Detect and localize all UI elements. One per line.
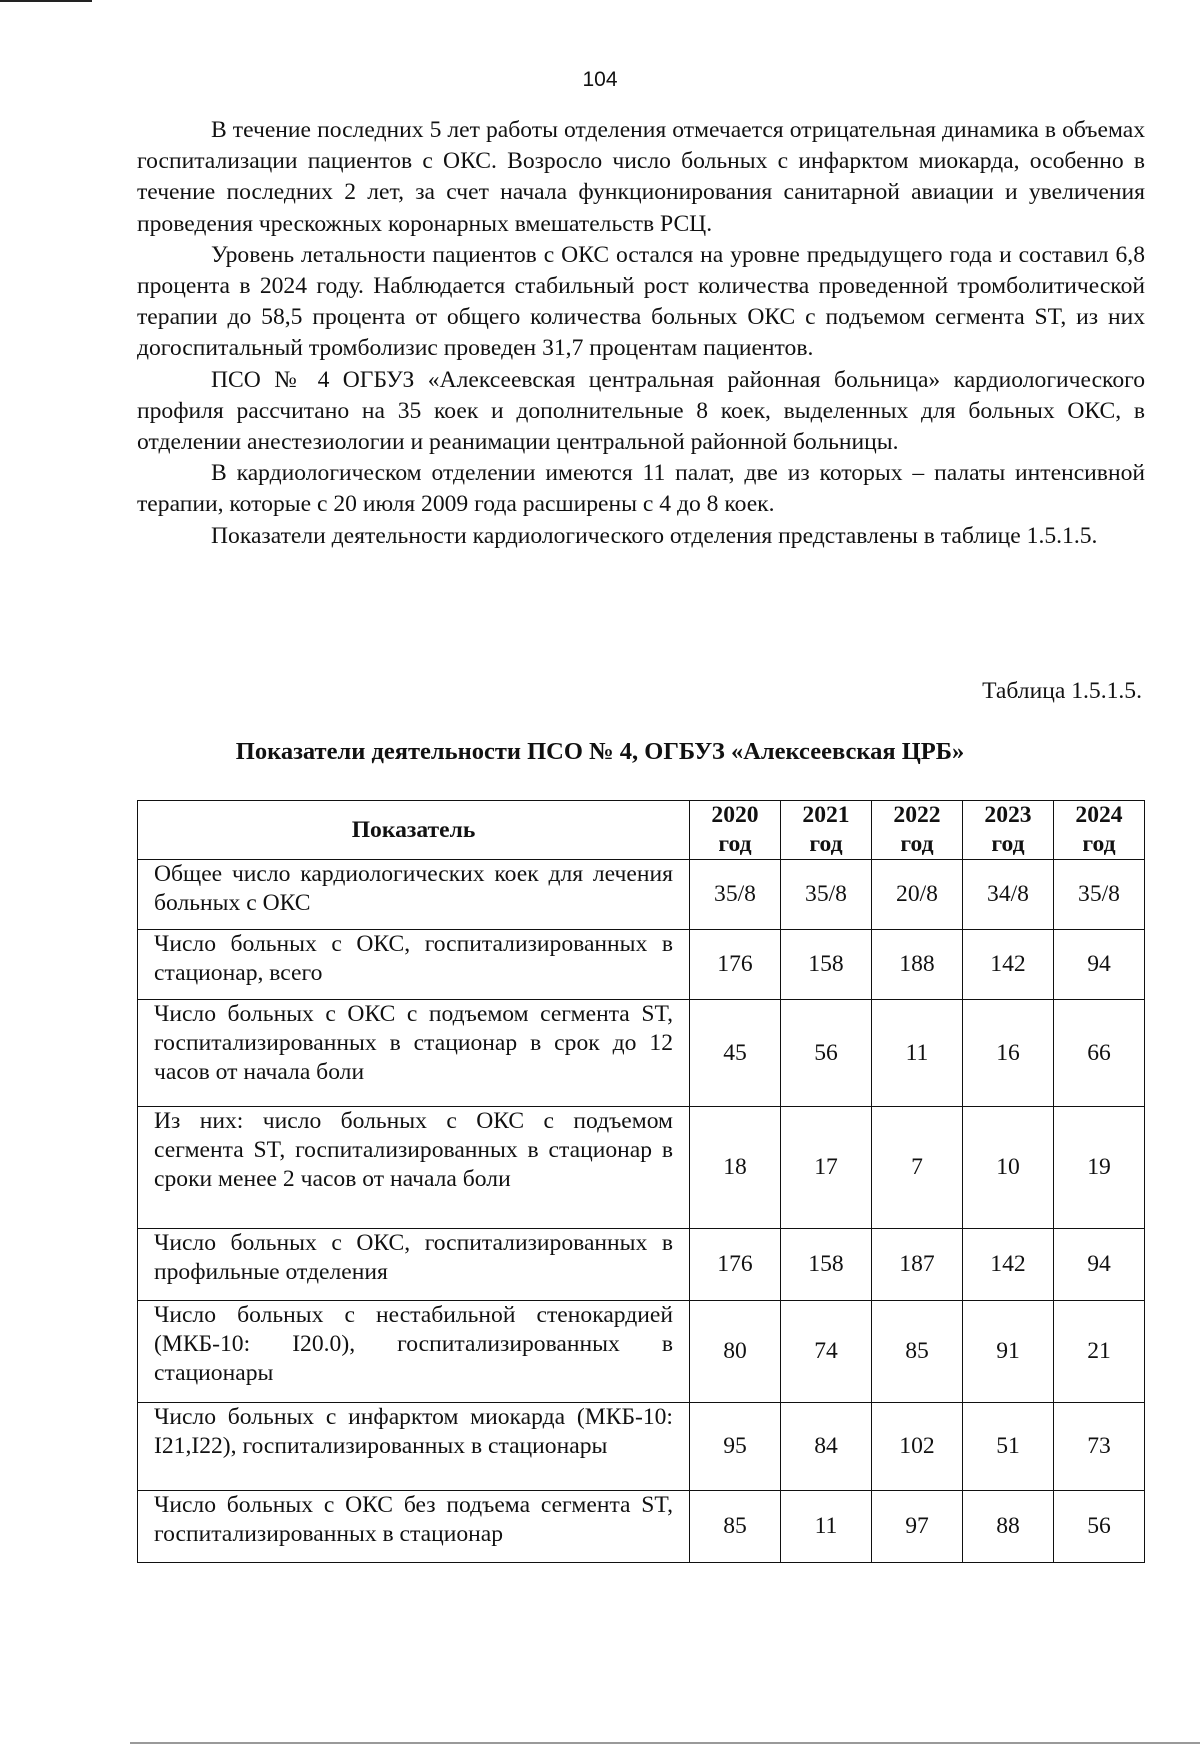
value-cell: 80	[690, 1301, 781, 1403]
table-row	[138, 1000, 1145, 1107]
header-year-unit: год	[991, 831, 1025, 857]
indicator-label: Число больных с инфарктом миокарда (МКБ-10: I21,I22), госпитализированных в стационары	[138, 1403, 690, 1491]
value-cell: 16	[963, 1000, 1054, 1107]
value-cell: 20/8	[872, 860, 963, 930]
indicator-label: Из них: число больных с ОКС с подъемом сегмента ST, госпитализированных в стационар в сроки менее 2 часов от начала боли	[138, 1107, 690, 1229]
paragraph: Показатели деятельности кардиологического отделения представлены в таблице 1.5.1.5.	[211, 522, 1098, 549]
indicator-label: Число больных с ОКС без подъема сегмента ST, госпитализированных в стационар	[138, 1491, 690, 1563]
table-row	[138, 1403, 1145, 1491]
header-year	[781, 801, 872, 860]
table-row	[138, 930, 1145, 1000]
table-row	[138, 1107, 1145, 1229]
value-cell: 102	[872, 1403, 963, 1491]
header-year-unit: год	[900, 831, 934, 857]
value-cell: 56	[781, 1000, 872, 1107]
value-cell: 158	[781, 1229, 872, 1301]
value-cell: 7	[872, 1107, 963, 1229]
value-cell: 142	[963, 1229, 1054, 1301]
table-header-row	[138, 801, 1145, 860]
value-cell: 176	[690, 930, 781, 1000]
paragraph: В кардиологическом отделении имеются 11 палат, две из которых – палаты интенсивной терапии, которые с 20 июля 2009 года расширены с 4 до 8 коек.	[137, 460, 1145, 518]
value-cell: 91	[963, 1301, 1054, 1403]
paragraph: В течение последних 5 лет работы отделения отмечается отрицательная динамика в объемах госпитализации пациентов с ОКС. Возросло число больных с инфарктом миокарда, особенно в течение последних 2 лет, за счет начала функционирования санитарной авиации и увеличения проведения чрескожных коронарных вмешательств РСЦ.	[137, 117, 1145, 237]
header-year	[1054, 801, 1145, 860]
value-cell: 88	[963, 1491, 1054, 1563]
value-cell: 188	[872, 930, 963, 1000]
header-year	[872, 801, 963, 860]
indicator-label: Число больных с нестабильной стенокардией (МКБ-10: I20.0), госпитализированных в стационары	[138, 1301, 690, 1403]
value-cell: 85	[872, 1301, 963, 1403]
value-cell: 21	[1054, 1301, 1145, 1403]
indicator-label: Число больных с ОКС, госпитализированных в стационар, всего	[138, 930, 690, 1000]
page-number: 104	[582, 68, 618, 91]
value-cell: 158	[781, 930, 872, 1000]
value-cell: 18	[690, 1107, 781, 1229]
value-cell: 17	[781, 1107, 872, 1229]
value-cell: 35/8	[1054, 860, 1145, 930]
value-cell: 95	[690, 1403, 781, 1491]
value-cell: 34/8	[963, 860, 1054, 930]
paragraph: Уровень летальности пациентов с ОКС остался на уровне предыдущего года и составил 6,8 процента в 2024 году. Наблюдается стабильный рост количества проведенной тромболитической терапии до 58,5 процента от общего количества больных ОКС с подъемом сегмента ST, из них догоспитальный тромболизис проведен 31,7 процентам пациентов.	[137, 241, 1145, 362]
scan-edge-line	[130, 1742, 1200, 1744]
table-title: Показатели деятельности ПСО № 4, ОГБУЗ «Алексеевская ЦРБ»	[235, 738, 965, 765]
header-year	[690, 801, 781, 860]
value-cell: 142	[963, 930, 1054, 1000]
value-cell: 35/8	[781, 860, 872, 930]
header-year-number: 2021	[802, 802, 850, 828]
body-text	[137, 115, 1145, 552]
paragraph: ПСО № 4 ОГБУЗ «Алексеевская центральная районная больница» кардиологического профиля рассчитано на 35 коек и дополнительные 8 коек, выделенных для больных ОКС, в отделении анестезиологии и реанимации центральной районной больницы.	[137, 366, 1145, 456]
value-cell: 84	[781, 1403, 872, 1491]
value-cell: 56	[1054, 1491, 1145, 1563]
header-year-number: 2020	[711, 802, 759, 828]
header-year-unit: год	[718, 831, 752, 857]
value-cell: 85	[690, 1491, 781, 1563]
value-cell: 66	[1054, 1000, 1145, 1107]
table-row	[138, 1491, 1145, 1563]
value-cell: 94	[1054, 930, 1145, 1000]
value-cell: 176	[690, 1229, 781, 1301]
header-year-unit: год	[1082, 831, 1116, 857]
indicator-label: Число больных с ОКС, госпитализированных в профильные отделения	[138, 1229, 690, 1301]
value-cell: 187	[872, 1229, 963, 1301]
value-cell: 74	[781, 1301, 872, 1403]
value-cell: 11	[872, 1000, 963, 1107]
value-cell: 94	[1054, 1229, 1145, 1301]
table-row	[138, 1229, 1145, 1301]
header-year	[963, 801, 1054, 860]
value-cell: 35/8	[690, 860, 781, 930]
header-year-number: 2024	[1075, 802, 1123, 828]
value-cell: 45	[690, 1000, 781, 1107]
header-indicator: Показатель	[138, 801, 690, 860]
indicator-label: Число больных с ОКС с подъемом сегмента ST, госпитализированных в стационар в срок до 12 часов от начала боли	[138, 1000, 690, 1107]
table-row	[138, 1301, 1145, 1403]
header-year-unit: год	[809, 831, 843, 857]
value-cell: 51	[963, 1403, 1054, 1491]
indicator-label: Общее число кардиологических коек для лечения больных с ОКС	[138, 860, 690, 930]
value-cell: 10	[963, 1107, 1054, 1229]
value-cell: 73	[1054, 1403, 1145, 1491]
value-cell: 19	[1054, 1107, 1145, 1229]
header-year-number: 2023	[984, 802, 1032, 828]
table-row	[138, 860, 1145, 930]
value-cell: 97	[872, 1491, 963, 1563]
value-cell: 11	[781, 1491, 872, 1563]
scan-edge-line	[0, 0, 92, 2]
table-caption: Таблица 1.5.1.5.	[982, 678, 1142, 704]
indicators-table	[137, 800, 1145, 1563]
header-year-number: 2022	[893, 802, 941, 828]
